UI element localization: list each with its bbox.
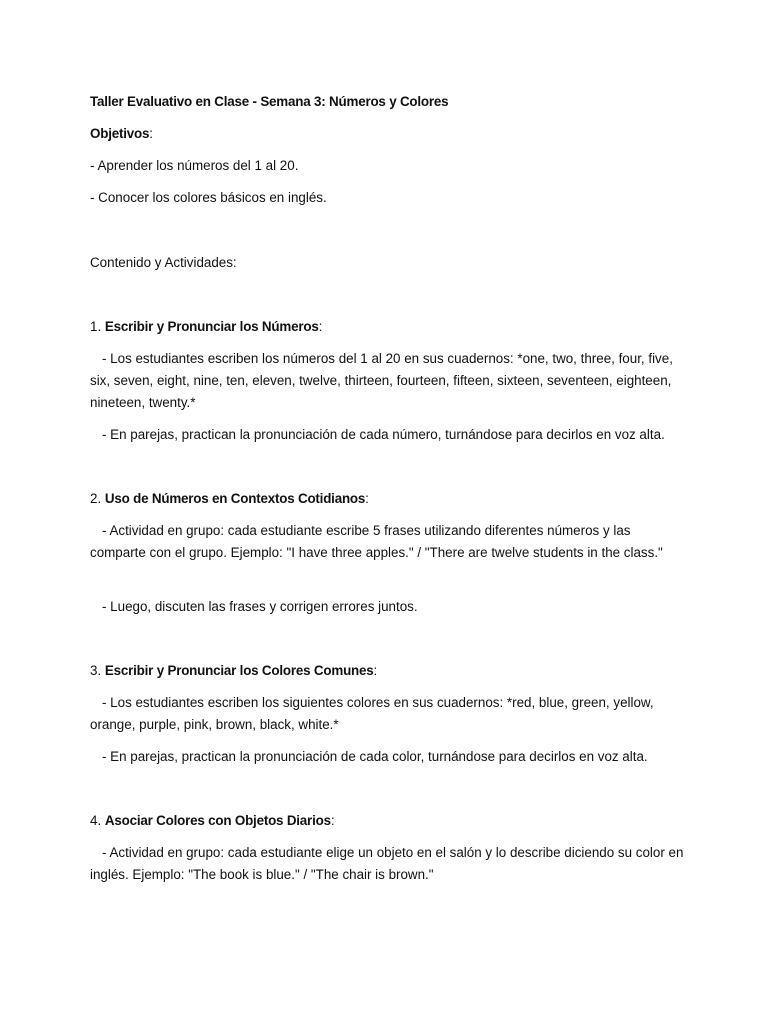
document-title: Taller Evaluativo en Clase - Semana 3: Números y Colores [90,94,449,109]
section-paragraph: - Luego, discuten las frases y corrigen errores juntos. [102,599,418,614]
section-title: Asociar Colores con Objetos Diarios [104,813,331,828]
section-paragraph: - Los estudiantes escriben los números del 1 al 20 en sus cuadernos: *one, two, three, four, five, six, seven, eight, nine, ten, eleven, twelve, thirteen, fourteen, fifteen, sixteen, seventeen, eighteen, nineteen, twenty.* [90,351,673,410]
section-paragraph: - Los estudiantes escriben los siguientes colores en sus cuadernos: *red, blue, green, yellow, orange, purple, pink, brown, black, white.* [90,695,654,732]
section-paragraph: - Actividad en grupo: cada estudiante elige un objeto en el salón y lo describe diciendo su color en inglés. Ejemplo: "The book is blue." / "The chair is brown." [90,845,684,882]
section-number: 1. [90,319,102,334]
section-heading: 2. Uso de Números en Contextos Cotidianos: [90,491,369,506]
objectives-label: Objetivos [90,126,150,141]
section-title: Uso de Números en Contextos Cotidianos [104,491,366,506]
section-title: Escribir y Pronunciar los Números [104,319,319,334]
section-paragraph: - Actividad en grupo: cada estudiante escribe 5 frases utilizando diferentes números y las comparte con el grupo. Ejemplo: "I have three apples." / "There are twelve students in the class." [90,523,663,560]
section-number: 2. [90,491,102,506]
section-number: 3. [90,663,102,678]
section-heading: 1. Escribir y Pronunciar los Números: [90,319,323,334]
section-paragraph: - En parejas, practican la pronunciación de cada color, turnándose para decirlos en voz alta. [102,749,648,764]
section-heading: 4. Asociar Colores con Objetos Diarios: [90,813,335,828]
section-heading: 3. Escribir y Pronunciar los Colores Comunes: [90,663,378,678]
objective-item: - Aprender los números del 1 al 20. [90,158,299,173]
section-number: 4. [90,813,102,828]
section-paragraph: - En parejas, practican la pronunciación de cada número, turnándose para decirlos en voz alta. [102,427,665,442]
content-heading: Contenido y Actividades: [90,255,237,270]
section-title: Escribir y Pronunciar los Colores Comunes [104,663,374,678]
objective-item: - Conocer los colores básicos en inglés. [90,190,327,205]
objectives-heading: Objetivos: [90,126,153,141]
